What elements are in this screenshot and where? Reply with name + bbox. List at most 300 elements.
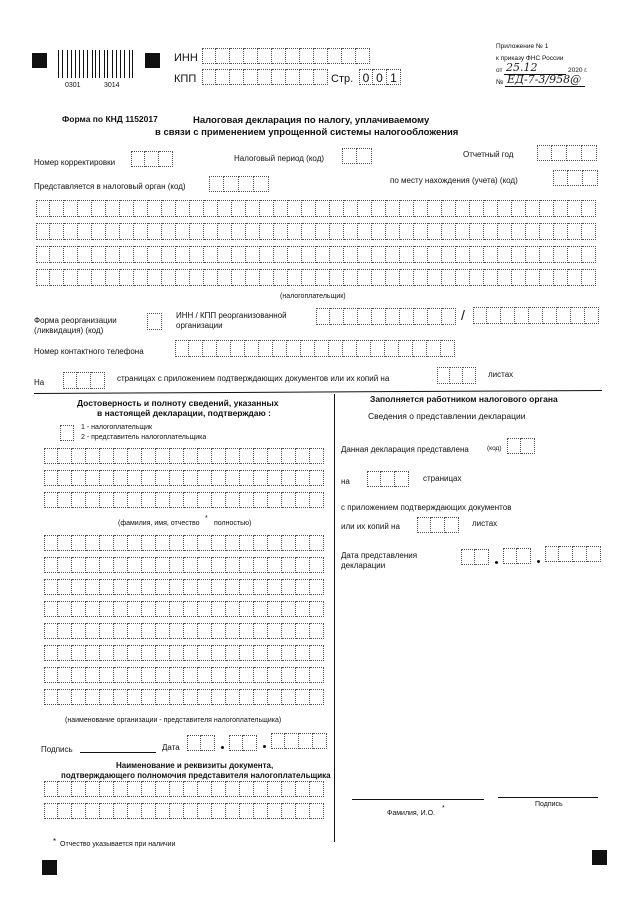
cell[interactable] — [198, 781, 212, 797]
cell[interactable] — [399, 340, 413, 357]
cell[interactable] — [100, 667, 114, 683]
cell[interactable] — [470, 269, 484, 286]
cell[interactable] — [162, 200, 176, 217]
cell[interactable] — [400, 246, 414, 263]
cell[interactable] — [450, 367, 463, 384]
cell[interactable] — [106, 246, 120, 263]
cell[interactable] — [268, 803, 282, 819]
cell[interactable] — [526, 246, 540, 263]
cell[interactable] — [240, 601, 254, 617]
cell[interactable] — [285, 733, 299, 749]
cell[interactable] — [78, 200, 92, 217]
cell[interactable] — [114, 492, 128, 508]
cell[interactable] — [128, 448, 142, 464]
cell[interactable] — [310, 781, 324, 797]
cell[interactable] — [503, 548, 517, 564]
cell[interactable] — [240, 579, 254, 595]
authority-cells[interactable] — [209, 176, 269, 192]
cell[interactable] — [559, 546, 573, 562]
org-row[interactable] — [44, 579, 324, 595]
cell[interactable] — [553, 170, 568, 186]
right-date-month-cells[interactable] — [503, 548, 531, 564]
cell[interactable] — [526, 200, 540, 217]
cell[interactable] — [282, 601, 296, 617]
cell[interactable] — [58, 623, 72, 639]
cell[interactable] — [240, 689, 254, 705]
cell[interactable] — [58, 803, 72, 819]
cell[interactable] — [521, 438, 535, 454]
cell[interactable] — [86, 803, 100, 819]
cell[interactable] — [204, 223, 218, 240]
cell[interactable] — [268, 470, 282, 486]
cell[interactable] — [517, 548, 531, 564]
cell[interactable] — [50, 269, 64, 286]
cell[interactable] — [204, 269, 218, 286]
cell[interactable] — [226, 470, 240, 486]
cell[interactable] — [358, 269, 372, 286]
cell[interactable] — [442, 269, 456, 286]
cell[interactable] — [226, 623, 240, 639]
cell[interactable] — [442, 223, 456, 240]
cell[interactable] — [310, 623, 324, 639]
cell[interactable] — [268, 645, 282, 661]
cell[interactable] — [240, 667, 254, 683]
cell[interactable] — [310, 601, 324, 617]
org-row[interactable] — [44, 667, 324, 683]
cell[interactable] — [100, 492, 114, 508]
cell[interactable] — [184, 557, 198, 573]
cell[interactable] — [58, 689, 72, 705]
cell[interactable] — [226, 579, 240, 595]
cell[interactable] — [202, 69, 216, 85]
cell[interactable] — [64, 223, 78, 240]
cell[interactable] — [254, 803, 268, 819]
cell[interactable] — [128, 645, 142, 661]
cell[interactable] — [568, 269, 582, 286]
cell[interactable] — [86, 689, 100, 705]
cell[interactable] — [296, 492, 310, 508]
cell[interactable] — [114, 667, 128, 683]
page-digit-cell[interactable]: 0 — [359, 69, 373, 85]
cell[interactable] — [86, 557, 100, 573]
taxpayer-name-row[interactable] — [36, 200, 596, 217]
cell[interactable] — [554, 269, 568, 286]
cell[interactable] — [86, 579, 100, 595]
cell[interactable] — [268, 689, 282, 705]
cell[interactable] — [571, 307, 585, 324]
cell[interactable] — [461, 549, 475, 565]
cell[interactable] — [72, 535, 86, 551]
cell[interactable] — [128, 623, 142, 639]
cell[interactable] — [567, 145, 582, 161]
cell[interactable] — [475, 549, 489, 565]
cell[interactable] — [114, 689, 128, 705]
cell[interactable] — [156, 470, 170, 486]
cell[interactable] — [176, 200, 190, 217]
cell[interactable] — [512, 269, 526, 286]
cell[interactable] — [64, 200, 78, 217]
cell[interactable] — [554, 200, 568, 217]
cell[interactable] — [63, 372, 77, 389]
cell[interactable] — [202, 48, 216, 64]
cell[interactable] — [142, 623, 156, 639]
cell[interactable] — [573, 546, 587, 562]
cell[interactable] — [187, 735, 201, 751]
cell[interactable] — [268, 579, 282, 595]
cell[interactable] — [385, 340, 399, 357]
cell[interactable] — [372, 223, 386, 240]
cell[interactable] — [540, 200, 554, 217]
cell[interactable] — [515, 307, 529, 324]
cell[interactable] — [100, 448, 114, 464]
cell[interactable] — [226, 803, 240, 819]
cell[interactable] — [243, 735, 257, 751]
cell[interactable] — [232, 246, 246, 263]
cell[interactable] — [72, 579, 86, 595]
cell[interactable] — [282, 448, 296, 464]
doc-row[interactable] — [44, 781, 324, 797]
cell[interactable] — [198, 601, 212, 617]
cell[interactable] — [254, 535, 268, 551]
cell[interactable] — [310, 535, 324, 551]
cell[interactable] — [58, 667, 72, 683]
cell[interactable] — [537, 145, 552, 161]
cell[interactable] — [175, 340, 189, 357]
cell[interactable] — [142, 470, 156, 486]
cell[interactable] — [310, 579, 324, 595]
cell[interactable] — [372, 200, 386, 217]
cell[interactable] — [128, 781, 142, 797]
cell[interactable] — [316, 246, 330, 263]
cell[interactable] — [310, 689, 324, 705]
cell[interactable] — [72, 557, 86, 573]
cell[interactable] — [240, 781, 254, 797]
cell[interactable] — [170, 579, 184, 595]
cell[interactable] — [106, 200, 120, 217]
cell[interactable] — [582, 223, 596, 240]
cell[interactable] — [442, 308, 456, 325]
cell[interactable] — [240, 557, 254, 573]
cell[interactable] — [568, 246, 582, 263]
org-row[interactable] — [44, 557, 324, 573]
cell[interactable] — [231, 340, 245, 357]
cell[interactable] — [60, 425, 74, 441]
confirm-type-cell[interactable] — [60, 425, 74, 441]
cell[interactable] — [428, 269, 442, 286]
cell[interactable] — [413, 340, 427, 357]
cell[interactable] — [134, 269, 148, 286]
cell[interactable] — [272, 69, 286, 85]
cell[interactable] — [310, 667, 324, 683]
cell[interactable] — [498, 269, 512, 286]
cell[interactable] — [92, 246, 106, 263]
cell[interactable] — [114, 781, 128, 797]
org-row[interactable] — [44, 645, 324, 661]
cell[interactable] — [554, 223, 568, 240]
cell[interactable] — [300, 48, 314, 64]
cell[interactable] — [142, 601, 156, 617]
cell[interactable] — [128, 579, 142, 595]
cell[interactable] — [120, 200, 134, 217]
cell[interactable] — [226, 601, 240, 617]
cell[interactable] — [148, 223, 162, 240]
cell[interactable] — [212, 689, 226, 705]
cell[interactable] — [296, 781, 310, 797]
cell[interactable] — [282, 781, 296, 797]
cell[interactable] — [260, 223, 274, 240]
cell[interactable] — [287, 340, 301, 357]
cell[interactable] — [343, 340, 357, 357]
taxpayer-name-row[interactable] — [36, 223, 596, 240]
cell[interactable] — [414, 200, 428, 217]
cell[interactable] — [296, 535, 310, 551]
cell[interactable] — [296, 689, 310, 705]
org-row[interactable] — [44, 601, 324, 617]
cell[interactable] — [184, 535, 198, 551]
cell[interactable] — [218, 200, 232, 217]
cell[interactable] — [302, 246, 316, 263]
cell[interactable] — [487, 307, 501, 324]
cell[interactable] — [582, 200, 596, 217]
cell[interactable] — [254, 623, 268, 639]
cell[interactable] — [226, 535, 240, 551]
cell[interactable] — [72, 803, 86, 819]
cell[interactable] — [268, 781, 282, 797]
cell[interactable] — [367, 471, 381, 487]
cell[interactable] — [184, 689, 198, 705]
cell[interactable] — [212, 781, 226, 797]
cell[interactable] — [300, 69, 314, 85]
phone-cells[interactable] — [175, 340, 455, 357]
cell[interactable] — [106, 269, 120, 286]
cell[interactable] — [100, 470, 114, 486]
cell[interactable] — [400, 223, 414, 240]
cell[interactable] — [386, 223, 400, 240]
date-year-cells[interactable] — [271, 733, 327, 749]
cell[interactable] — [58, 645, 72, 661]
cell[interactable] — [288, 200, 302, 217]
cell[interactable] — [78, 269, 92, 286]
cell[interactable] — [371, 340, 385, 357]
cell[interactable] — [310, 557, 324, 573]
cell[interactable] — [72, 645, 86, 661]
cell[interactable] — [170, 557, 184, 573]
cell[interactable] — [274, 246, 288, 263]
cell[interactable] — [50, 200, 64, 217]
cell[interactable] — [44, 623, 58, 639]
cell[interactable] — [64, 246, 78, 263]
cell[interactable] — [484, 200, 498, 217]
cell[interactable] — [259, 340, 273, 357]
cell[interactable] — [582, 145, 597, 161]
cell[interactable] — [44, 803, 58, 819]
cell[interactable] — [159, 151, 173, 167]
cell[interactable] — [342, 48, 356, 64]
cell[interactable] — [441, 340, 455, 357]
cell[interactable] — [128, 689, 142, 705]
cell[interactable] — [184, 579, 198, 595]
sign-line[interactable] — [80, 752, 156, 753]
cell[interactable] — [114, 601, 128, 617]
cell[interactable] — [302, 200, 316, 217]
cell[interactable] — [156, 557, 170, 573]
cell[interactable] — [218, 223, 232, 240]
cell[interactable] — [344, 200, 358, 217]
cell[interactable] — [428, 223, 442, 240]
cell[interactable] — [246, 200, 260, 217]
cell[interactable] — [72, 623, 86, 639]
cell[interactable] — [587, 546, 601, 562]
cell[interactable] — [212, 667, 226, 683]
cell[interactable] — [142, 645, 156, 661]
cell[interactable] — [296, 645, 310, 661]
right-sheets-cells[interactable] — [417, 517, 459, 533]
cell[interactable] — [258, 48, 272, 64]
cell[interactable] — [100, 781, 114, 797]
cell[interactable] — [114, 645, 128, 661]
cell[interactable] — [77, 372, 91, 389]
cell[interactable] — [212, 535, 226, 551]
cell[interactable] — [268, 492, 282, 508]
cell[interactable] — [170, 470, 184, 486]
cell[interactable] — [543, 307, 557, 324]
presented-code-cells[interactable] — [507, 438, 535, 454]
cell[interactable] — [268, 601, 282, 617]
cell[interactable] — [568, 200, 582, 217]
cell[interactable] — [554, 246, 568, 263]
cell[interactable] — [58, 579, 72, 595]
cell[interactable] — [400, 308, 414, 325]
cell[interactable] — [212, 623, 226, 639]
cell[interactable] — [512, 223, 526, 240]
cell[interactable] — [176, 269, 190, 286]
cell[interactable] — [314, 69, 328, 85]
cell[interactable] — [356, 48, 370, 64]
cell[interactable] — [184, 623, 198, 639]
cell[interactable] — [58, 448, 72, 464]
reorg-inn-cells[interactable] — [316, 308, 456, 325]
cell[interactable] — [198, 492, 212, 508]
page-number-cells[interactable] — [359, 69, 401, 85]
cell[interactable] — [344, 246, 358, 263]
cell[interactable] — [400, 269, 414, 286]
fio-row[interactable] — [44, 470, 324, 486]
cell[interactable] — [507, 438, 521, 454]
cell[interactable] — [142, 667, 156, 683]
cell[interactable] — [254, 667, 268, 683]
cell[interactable] — [134, 223, 148, 240]
reorg-form-cells[interactable] — [147, 313, 162, 330]
cell[interactable] — [282, 470, 296, 486]
cell[interactable] — [204, 246, 218, 263]
fio-row[interactable] — [44, 492, 324, 508]
cell[interactable] — [100, 557, 114, 573]
cell[interactable] — [240, 645, 254, 661]
cell[interactable] — [100, 689, 114, 705]
cell[interactable] — [170, 448, 184, 464]
cell[interactable] — [58, 557, 72, 573]
doc-row[interactable] — [44, 803, 324, 819]
cell[interactable] — [156, 601, 170, 617]
right-sign-line[interactable] — [498, 797, 598, 798]
date-month-cells[interactable] — [229, 735, 257, 751]
cell[interactable] — [585, 307, 599, 324]
location-cells[interactable] — [553, 170, 598, 186]
cell[interactable] — [114, 803, 128, 819]
cell[interactable] — [100, 645, 114, 661]
cell[interactable] — [44, 667, 58, 683]
year-cells[interactable] — [537, 145, 597, 161]
cell[interactable] — [456, 200, 470, 217]
cell[interactable] — [44, 645, 58, 661]
cell[interactable] — [216, 48, 230, 64]
cell[interactable] — [156, 689, 170, 705]
cell[interactable] — [36, 200, 50, 217]
cell[interactable] — [198, 689, 212, 705]
cell[interactable] — [36, 246, 50, 263]
cell[interactable] — [50, 246, 64, 263]
cell[interactable] — [512, 246, 526, 263]
cell[interactable] — [92, 223, 106, 240]
right-pages-cells[interactable] — [367, 471, 409, 487]
cell[interactable] — [100, 601, 114, 617]
cell[interactable] — [344, 223, 358, 240]
cell[interactable] — [381, 471, 395, 487]
cell[interactable] — [58, 492, 72, 508]
cell[interactable] — [357, 340, 371, 357]
cell[interactable] — [212, 601, 226, 617]
cell[interactable] — [431, 517, 445, 533]
cell[interactable] — [316, 223, 330, 240]
cell[interactable] — [240, 803, 254, 819]
cell[interactable] — [212, 803, 226, 819]
cell[interactable] — [100, 535, 114, 551]
cell[interactable] — [100, 579, 114, 595]
cell[interactable] — [582, 269, 596, 286]
cell[interactable] — [184, 645, 198, 661]
cell[interactable] — [198, 579, 212, 595]
cell[interactable] — [254, 448, 268, 464]
cell[interactable] — [216, 69, 230, 85]
cell[interactable] — [72, 601, 86, 617]
cell[interactable] — [134, 200, 148, 217]
cell[interactable] — [529, 307, 543, 324]
cell[interactable] — [131, 151, 145, 167]
cell[interactable] — [86, 601, 100, 617]
cell[interactable] — [156, 645, 170, 661]
cell[interactable] — [226, 781, 240, 797]
cell[interactable] — [176, 223, 190, 240]
cell[interactable] — [170, 667, 184, 683]
cell[interactable] — [282, 645, 296, 661]
cell[interactable] — [72, 781, 86, 797]
cell[interactable] — [226, 667, 240, 683]
cell[interactable] — [445, 517, 459, 533]
cell[interactable] — [463, 367, 476, 384]
cell[interactable] — [86, 645, 100, 661]
cell[interactable] — [296, 601, 310, 617]
cell[interactable] — [120, 223, 134, 240]
cell[interactable] — [372, 269, 386, 286]
cell[interactable] — [142, 557, 156, 573]
cell[interactable] — [330, 223, 344, 240]
cell[interactable] — [170, 492, 184, 508]
cell[interactable] — [86, 623, 100, 639]
cell[interactable] — [72, 492, 86, 508]
cell[interactable] — [442, 246, 456, 263]
cell[interactable] — [414, 223, 428, 240]
cell[interactable] — [274, 269, 288, 286]
